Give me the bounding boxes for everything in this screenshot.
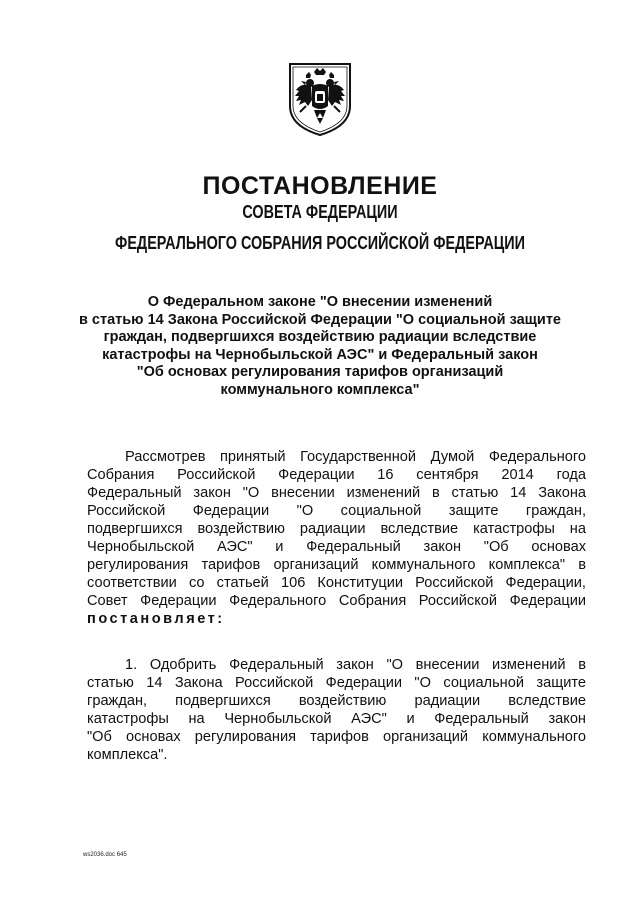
preamble-line: Чернобыльской АЭС" и Федеральный закон "Об основах: [87, 539, 586, 555]
subject-line: О Федеральном законе "О внесении изменений: [147, 294, 493, 310]
document-title: ПОСТАНОВЛЕНИЕ: [202, 172, 438, 200]
preamble-line: Федеральный закон "О внесении изменений в статью 14 Закона: [87, 485, 586, 501]
resolution-item-1: [87, 656, 586, 764]
preamble-line: Собрания Российской Федерации 16 сентября 2014 года: [87, 467, 586, 483]
item-line: 1. Одобрить Федеральный закон "О внесении изменений в: [125, 657, 586, 673]
subject-line: в статью 14 Закона Российской Федерации "О социальной защите: [78, 311, 561, 328]
issuing-body-line-1: СОВЕТА ФЕДЕРАЦИИ: [242, 202, 398, 222]
preamble-line: Рассмотрев принятый Государственной Думой Федерального: [125, 449, 586, 465]
subject-line: граждан, подвергшихся воздействию радиации вследствие: [103, 329, 537, 345]
file-reference: ws2036.doc 645: [83, 852, 127, 858]
item-line: статью 14 Закона Российской Федерации "О социальной защите: [87, 675, 586, 691]
preamble-line: Российской Федерации "О социальной защите граждан,: [87, 503, 586, 519]
item-line: граждан, подвергшихся воздействию радиации вследствие: [87, 693, 586, 709]
resolves-keyword: постановляет:: [87, 611, 225, 627]
subject-line: коммунального комплекса": [220, 381, 420, 398]
preamble-line: Совет Федерации Федерального Собрания Российской Федерации: [87, 593, 586, 609]
preamble-line: подвергшихся воздействию радиации вследствие катастрофы на: [87, 521, 586, 537]
subject-line: катастрофы на Чернобыльской АЭС" и Федеральный закон: [102, 346, 538, 363]
preamble-line: соответствии со статьей 106 Конституции Российской Федерации,: [87, 575, 586, 591]
preamble-paragraph: [87, 448, 586, 628]
item-line: катастрофы на Чернобыльской АЭС" и Федеральный закон: [87, 711, 586, 727]
item-line: "Об основах регулирования тарифов организаций коммунального: [87, 729, 586, 745]
coat-of-arms-icon: [286, 60, 354, 138]
issuing-body-line-2: ФЕДЕРАЛЬНОГО СОБРАНИЯ РОССИЙСКОЙ ФЕДЕРАЦИИ: [115, 233, 525, 253]
preamble-line: регулирования тарифов организаций коммунального комплекса" в: [87, 557, 586, 573]
subject-line: "Об основах регулирования тарифов организаций: [136, 364, 504, 380]
resolution-subject: [60, 294, 580, 399]
item-line: комплекса".: [87, 747, 168, 763]
